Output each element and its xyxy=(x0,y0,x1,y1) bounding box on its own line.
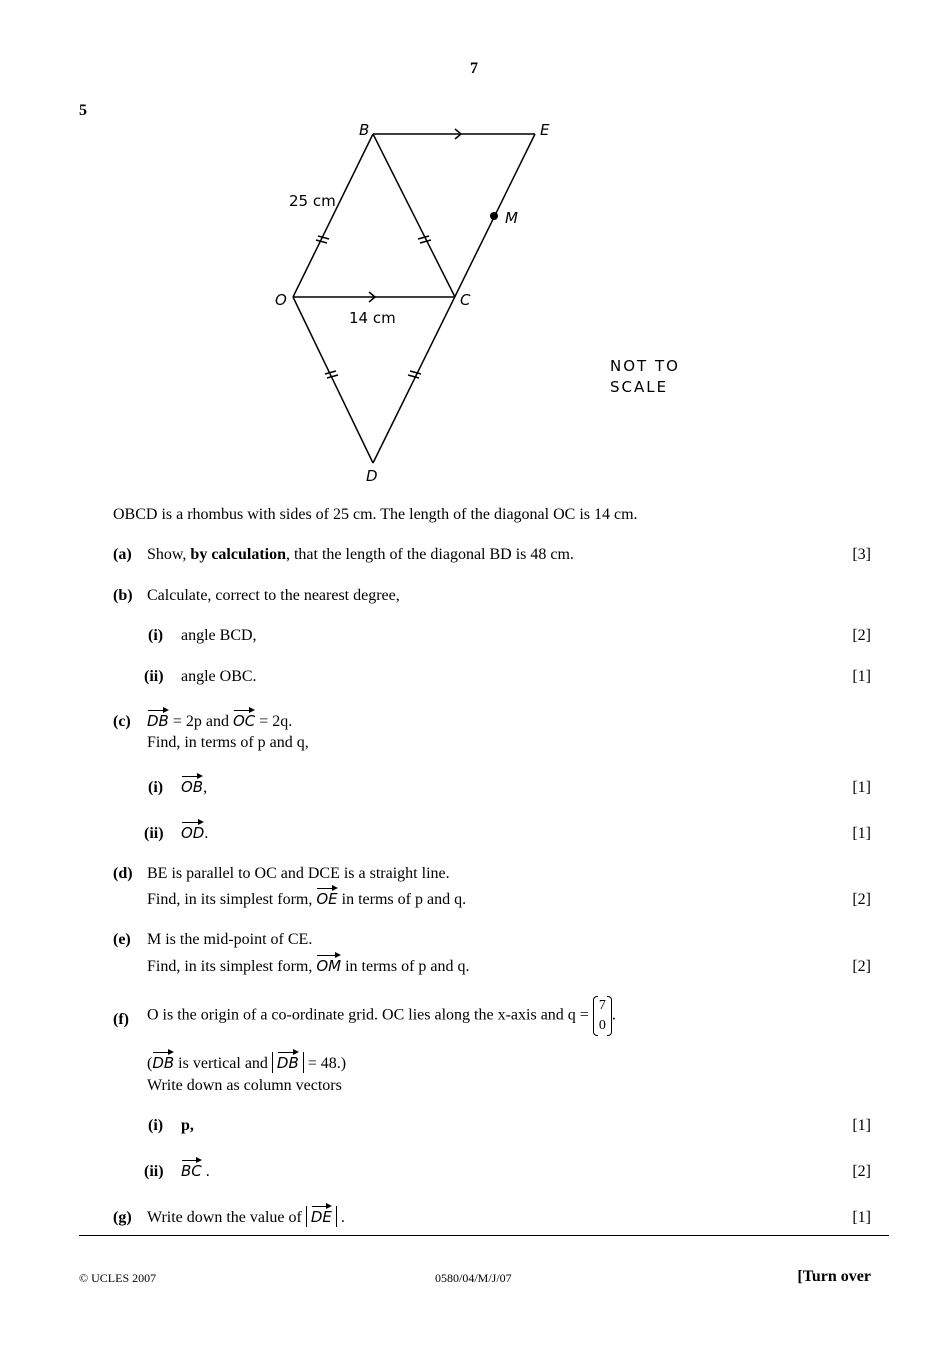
part-f-line1: O is the origin of a co-ordinate grid. OC lies along the x-axis and q = 7 0 . xyxy=(147,996,616,1036)
part-c-i-text: OB, xyxy=(181,778,208,796)
part-e-line1: M is the mid-point of CE. xyxy=(147,931,313,948)
part-c-ii-text: OD. xyxy=(181,824,209,842)
part-b-i-marks: [2] xyxy=(852,627,871,644)
rhombus-diagram xyxy=(0,0,950,500)
part-f-ii-label: (ii) xyxy=(144,1163,164,1180)
part-c-line1: DB = 2p and OC = 2q. xyxy=(147,712,293,730)
part-b-label: (b) xyxy=(113,587,133,604)
part-b-text: Calculate, correct to the nearest degree, xyxy=(147,587,400,604)
part-c-ii-marks: [1] xyxy=(852,825,871,842)
part-b-ii-label: (ii) xyxy=(144,668,164,685)
label-c: C xyxy=(460,291,471,309)
part-c-label: (c) xyxy=(113,713,131,730)
part-d-line1: BE is parallel to OC and DCE is a straight line. xyxy=(147,865,450,882)
part-e-marks: [2] xyxy=(852,958,871,975)
vector-od: OD xyxy=(181,824,205,842)
label-e: E xyxy=(540,121,550,139)
footer-paper-code: 0580/04/M/J/07 xyxy=(435,1271,512,1285)
label-m: M xyxy=(505,209,518,227)
label-25cm: 25 cm xyxy=(289,192,336,210)
not-to-scale-line1: NOT TO xyxy=(610,357,680,375)
page-number: 7 xyxy=(470,60,478,77)
vector-de: DE xyxy=(310,1208,332,1226)
vector-bc: BC xyxy=(181,1162,202,1180)
part-f-line2: (DB is vertical and DB = 48.) xyxy=(147,1054,347,1072)
vector-oc: OC xyxy=(232,712,256,730)
part-f-i-label: (i) xyxy=(148,1117,164,1134)
part-c-i-label: (i) xyxy=(148,779,164,796)
part-b-ii-text: angle OBC. xyxy=(181,668,257,685)
part-c-ii-label: (ii) xyxy=(144,825,164,842)
part-a-label: (a) xyxy=(113,546,132,563)
side-ob xyxy=(293,134,373,297)
part-d-line2: Find, in its simplest form, OE in terms of p and q. xyxy=(147,890,467,908)
column-vector-q: 7 0 xyxy=(593,996,612,1036)
footer-turn-over: [Turn over xyxy=(797,1268,871,1285)
vector-db: DB xyxy=(147,712,169,730)
part-g-text: Write down the value of DE . xyxy=(147,1208,345,1226)
part-f-i-text: p, xyxy=(181,1117,194,1134)
part-g-label: (g) xyxy=(113,1209,132,1226)
part-f-i-marks: [1] xyxy=(852,1117,871,1134)
part-b-i-text: angle BCD, xyxy=(181,627,257,644)
label-o: O xyxy=(275,291,287,309)
label-14cm: 14 cm xyxy=(349,309,396,327)
magnitude-de xyxy=(306,1206,337,1227)
part-a-text: Show, by calculation, that the length of the diagonal BD is 48 cm. xyxy=(147,546,574,563)
footer-copyright: © UCLES 2007 xyxy=(79,1271,157,1285)
part-e-line2: Find, in its simplest form, OM in terms of p and q. xyxy=(147,957,470,975)
vector-om: OM xyxy=(316,957,342,975)
not-to-scale-line2: SCALE xyxy=(610,378,669,396)
part-d-marks: [2] xyxy=(852,891,871,908)
vector-oe: OE xyxy=(316,890,338,908)
part-g-marks: [1] xyxy=(852,1209,871,1226)
part-f-ii-marks: [2] xyxy=(852,1163,871,1180)
label-d: D xyxy=(366,467,378,485)
intro-text: OBCD is a rhombus with sides of 25 cm. The length of the diagonal OC is 14 cm. xyxy=(113,506,638,523)
side-bc xyxy=(373,134,455,297)
vector-ob: OB xyxy=(181,778,204,796)
label-b: B xyxy=(359,121,370,139)
part-f-line3: Write down as column vectors xyxy=(147,1077,342,1094)
part-a-marks: [3] xyxy=(852,546,871,563)
footer-rule xyxy=(79,1235,889,1236)
part-e-label: (e) xyxy=(113,931,131,948)
question-number: 5 xyxy=(79,102,87,119)
point-m-dot xyxy=(490,212,498,220)
part-c-i-marks: [1] xyxy=(852,779,871,796)
part-b-i-label: (i) xyxy=(148,627,164,644)
part-f-ii-text: BC . xyxy=(181,1162,210,1180)
magnitude-db: DB xyxy=(272,1052,304,1073)
vector-db-f: DB xyxy=(152,1054,175,1072)
part-f-label: (f) xyxy=(113,1011,129,1028)
part-c-line2: Find, in terms of p and q, xyxy=(147,734,309,751)
part-d-label: (d) xyxy=(113,865,133,882)
part-b-ii-marks: [1] xyxy=(852,668,871,685)
